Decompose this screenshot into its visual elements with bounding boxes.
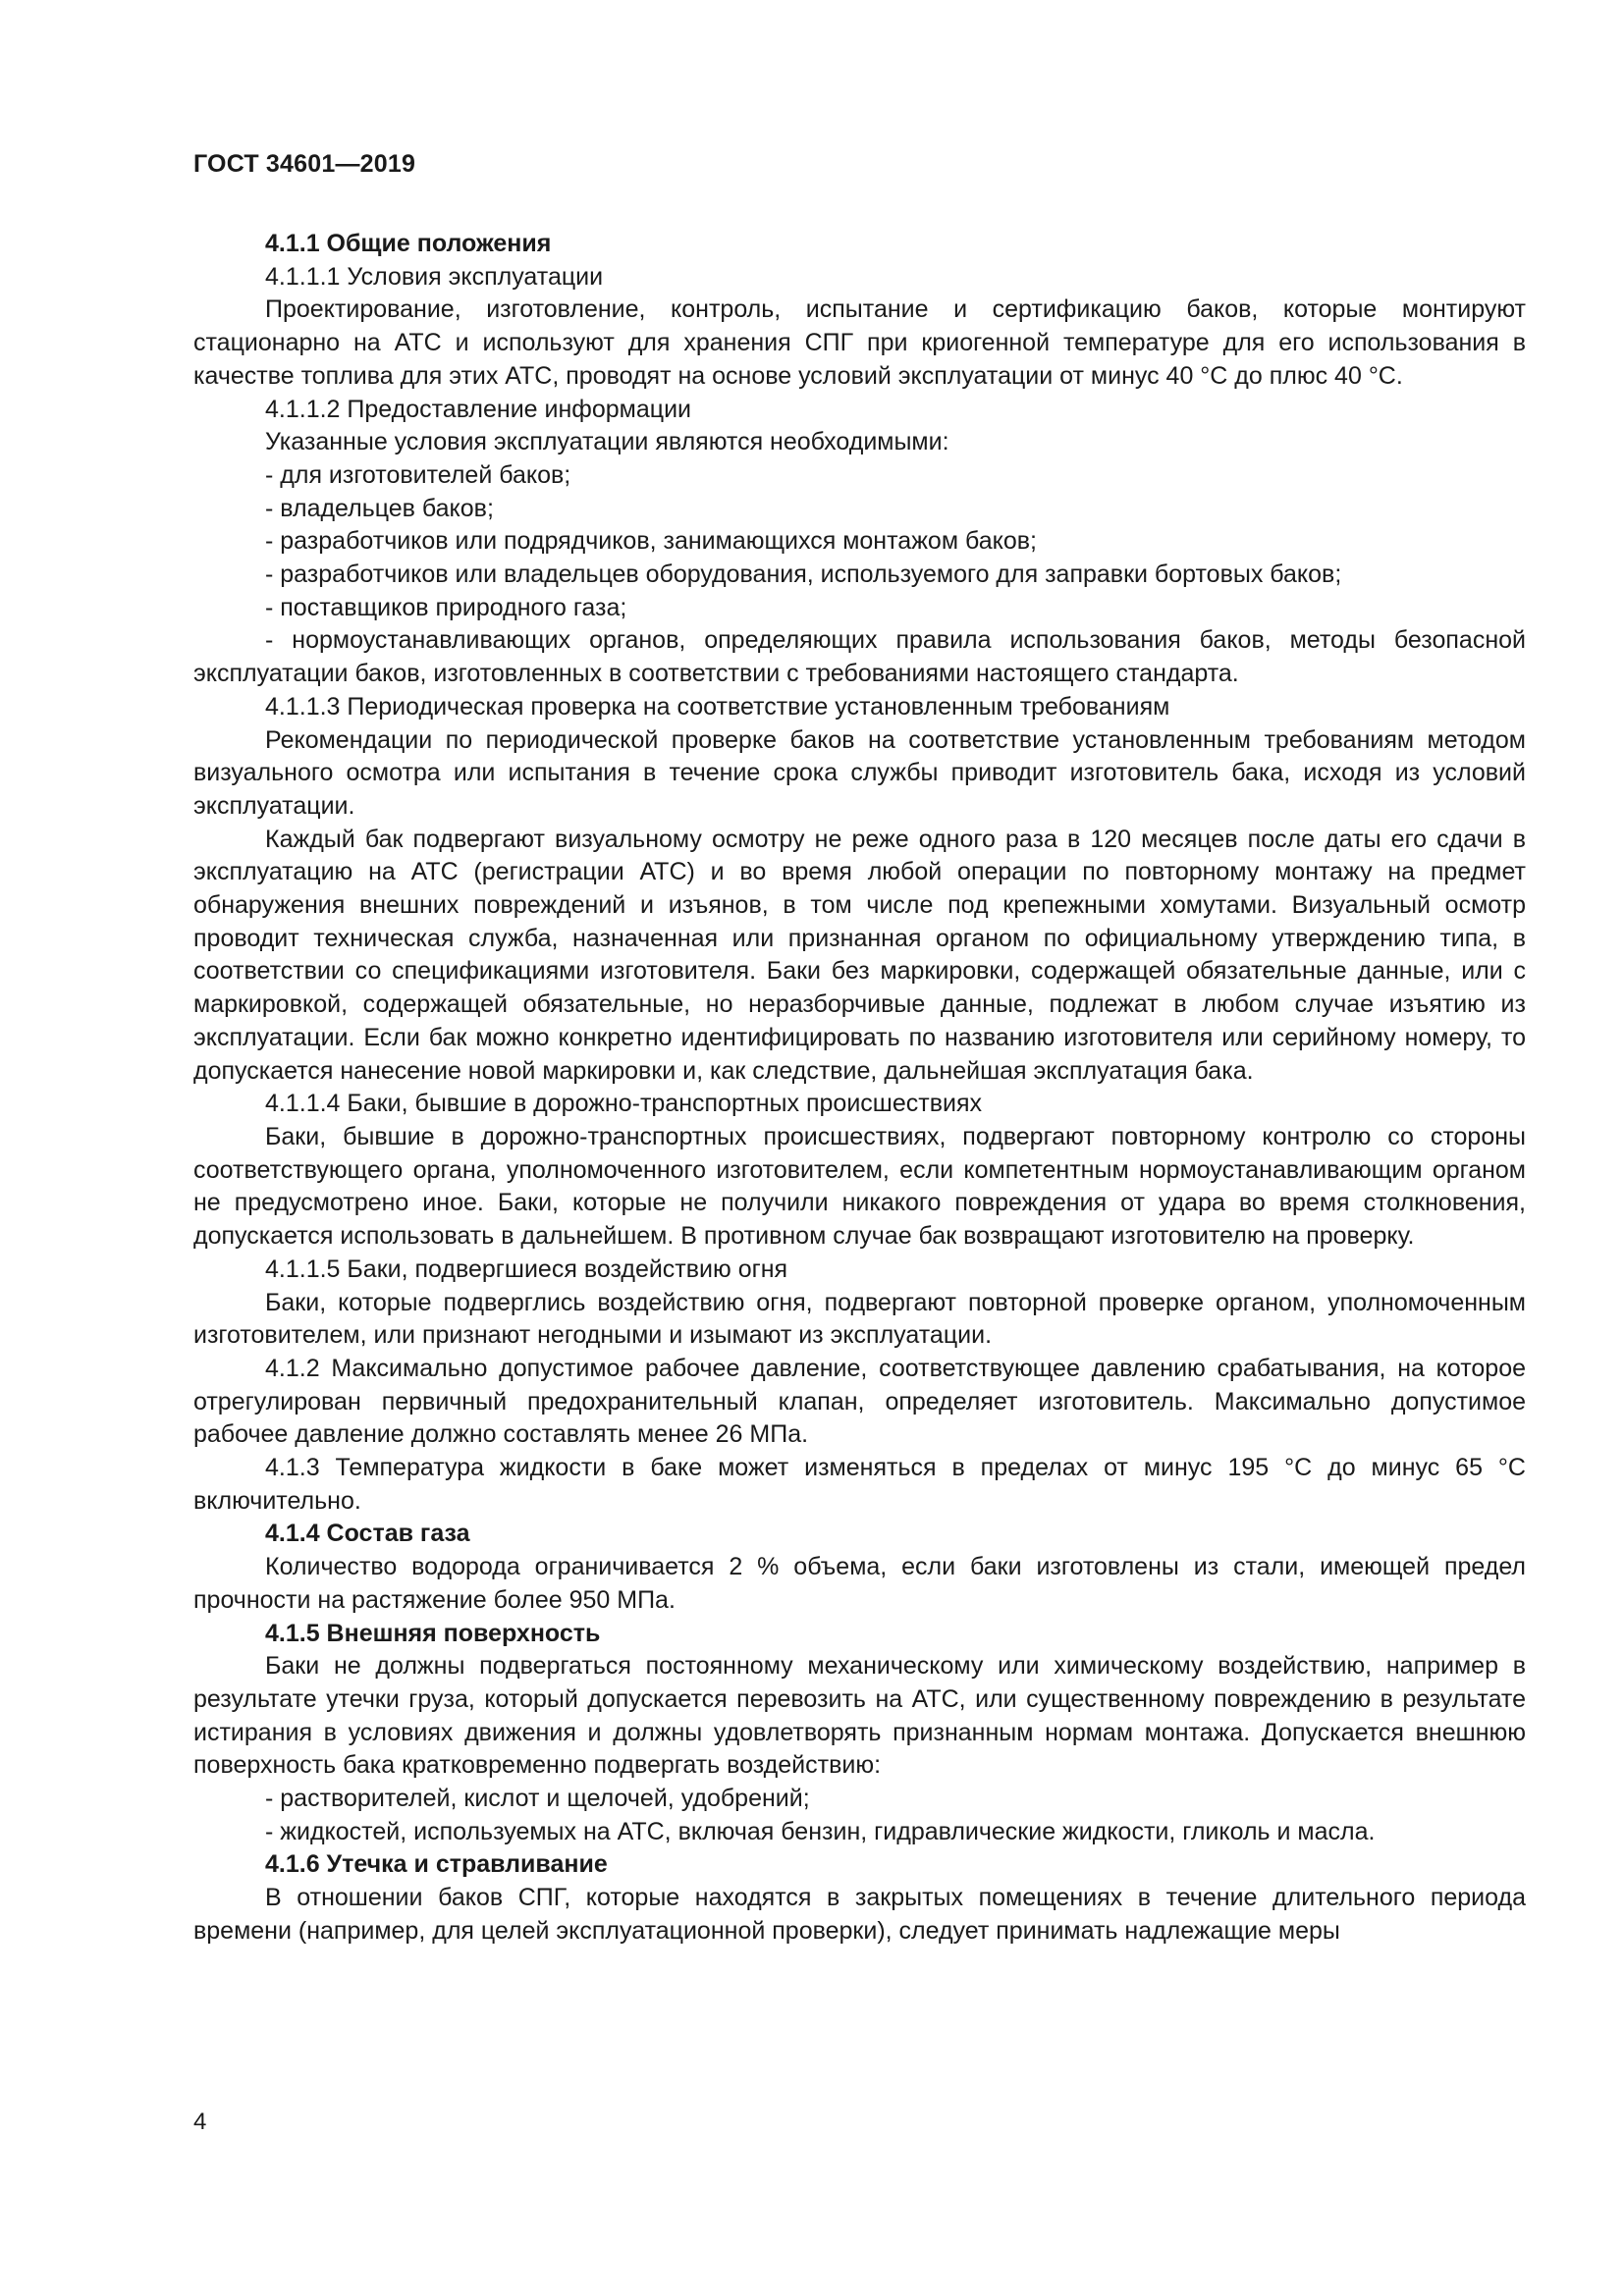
paragraph: Указанные условия эксплуатации являются необходимыми: xyxy=(265,428,949,456)
paragraph: Проектирование, изготовление, контроль, испытание и сертификацию баков, которые монтируют стационарно на АТС и используют для хранения СПГ при криогенной температуре для его использования в качестве топлива для этих АТС, проводят на основе условий эксплуатации от минус 40 °С до плюс 40 °С. xyxy=(193,295,1526,390)
paragraph: Баки не должны подвергаться постоянному механическому или химическому воздействию, например в результате утечки груза, который допускается перевозить на АТС, или существенному повреждению в результате истирания в условиях движения и должны удовлетворять признанным нормам монтажа. Допускается внешнюю поверхность бака кратковременно подвергать воздействию: xyxy=(193,1652,1526,1780)
section-heading: 4.1.6 Утечка и стравливание xyxy=(265,1850,608,1879)
list-item: - растворителей, кислот и щелочей, удобрений; xyxy=(265,1785,810,1813)
list-item: - поставщиков природного газа; xyxy=(265,593,627,621)
list-item: - нормоустанавливающих органов, определяющих правила использования баков, методы безопасной эксплуатации баков, изготовленных в соответствии с требованиями настоящего стандарта. xyxy=(193,626,1526,688)
paragraph: 4.1.1.2 Предоставление информации xyxy=(265,395,691,423)
page-number: 4 xyxy=(193,2109,207,2135)
paragraph: Рекомендации по периодической проверке баков на соответствие установленным требованиям методом визуального осмотра или испытания в течение срока службы приводит изготовитель бака, исходя из условий эксплуатации. xyxy=(193,725,1526,820)
paragraph: Баки, бывшие в дорожно-транспортных происшествиях, подвергают повторному контролю со стороны соответствующего органа, уполномоченного изготовителем, если компетентным нормоустанавливающим органом не предусмотрено иное. Баки, которые не получили никакого повреждения от удара во время столкновения, допускается использовать в дальнейшем. В противном случае бак возвращают изготовителю на проверку. xyxy=(193,1122,1526,1251)
list-item: - разработчиков или подрядчиков, занимающихся монтажом баков; xyxy=(265,527,1037,556)
paragraph: 4.1.2 Максимально допустимое рабочее давление, соответствующее давлению срабатывания, на которое отрегулирован первичный предохранительный клапан, определяет изготовитель. Максимально допустимое рабочее давление должно составлять менее 26 МПа. xyxy=(193,1354,1526,1449)
paragraph: 4.1.1.4 Баки, бывшие в дорожно-транспортных происшествиях xyxy=(265,1090,982,1118)
document-header: ГОСТ 34601—2019 xyxy=(193,150,416,178)
list-item: - разработчиков или владельцев оборудования, используемого для заправки бортовых баков; xyxy=(265,561,1342,589)
document-body xyxy=(193,228,1526,1949)
paragraph: 4.1.3 Температура жидкости в баке может изменяться в пределах от минус 195 °С до минус 65 °С включительно. xyxy=(193,1454,1526,1515)
paragraph: Каждый бак подвергают визуальному осмотру не реже одного раза в 120 месяцев после даты его сдачи в эксплуатацию на АТС (регистрации АТС) и во время любой операции по повторному монтажу на предмет обнаружения внешних повреждений и изъянов, в том числе под крепежными хомутами. Визуальный осмотр проводит техническая служба, назначенная или признанная органом по официальному утверждению типа, в соответствии со спецификациями изготовителя. Баки без маркировки, содержащей обязательные данные, или с маркировкой, содержащей обязательные, но неразборчивые данные, подлежат в любом случае изъятию из эксплуатации. Если бак можно конкретно идентифицировать по названию изготовителя или серийному номеру, то допускается нанесение новой маркировки и, как следствие, дальнейшая эксплуатация бака. xyxy=(193,825,1526,1085)
section-heading: 4.1.1 Общие положения xyxy=(265,230,552,257)
paragraph: 4.1.1.5 Баки, подвергшиеся воздействию огня xyxy=(265,1255,788,1283)
section-heading: 4.1.5 Внешняя поверхность xyxy=(265,1619,601,1647)
list-item: - для изготовителей баков; xyxy=(265,460,571,489)
paragraph: Количество водорода ограничивается 2 % объема, если баки изготовлены из стали, имеющей предел прочности на растяжение более 950 МПа. xyxy=(193,1553,1526,1614)
paragraph: Баки, которые подверглись воздействию огня, подвергают повторной проверке органом, уполномоченным изготовителем, или признают негодными и изымают из эксплуатации. xyxy=(193,1288,1526,1350)
paragraph: 4.1.1.3 Периодическая проверка на соответствие установленным требованиям xyxy=(265,692,1170,721)
list-item: - владельцев баков; xyxy=(265,494,494,522)
list-item: - жидкостей, используемых на АТС, включая бензин, гидравлические жидкости, гликоль и масла. xyxy=(265,1817,1376,1845)
paragraph: 4.1.1.1 Условия эксплуатации xyxy=(265,262,604,291)
paragraph: В отношении баков СПГ, которые находятся в закрытых помещениях в течение длительного периода времени (например, для целей эксплуатационной проверки), следует принимать надлежащие меры xyxy=(193,1884,1526,1945)
section-heading: 4.1.4 Состав газа xyxy=(265,1520,470,1548)
